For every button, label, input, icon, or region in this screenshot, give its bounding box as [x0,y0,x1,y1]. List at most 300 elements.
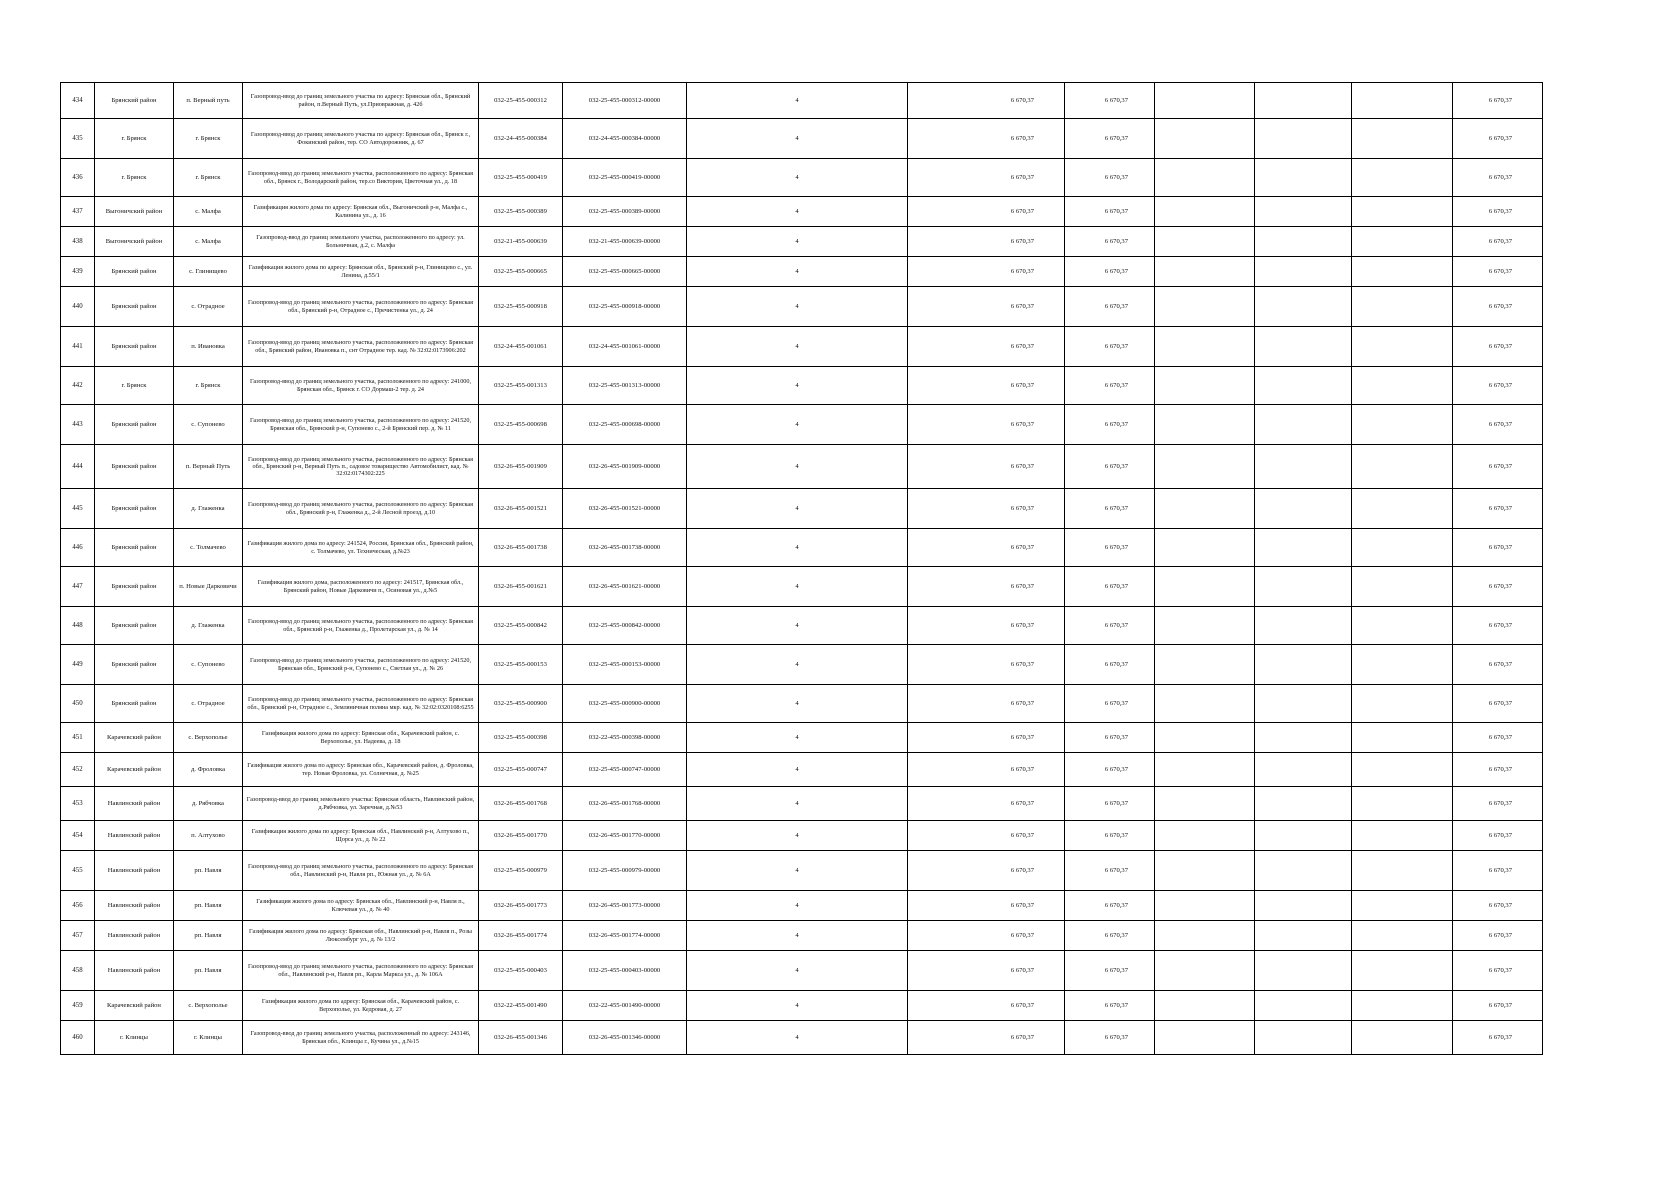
description-cell: Газопровод-ввод до границ земельного участка, расположенного по адресу: Брянская обл., Брянский район, Ивановка п., снт Отрадное тер. кад. № 32:02:0173906:202 [243,327,479,367]
total-cell: 6 670,37 [1453,367,1543,405]
code-cell: 032-26-455-001738 [479,529,563,567]
full-code-cell: 032-22-455-000398-00000 [563,723,687,753]
locality-cell: с. Малфа [174,227,243,257]
quantity-cell: 4 [687,159,908,197]
table-row [61,287,1543,327]
empty-cell [1255,529,1352,567]
row-number: 437 [61,197,95,227]
full-code-cell: 032-21-455-000639-00000 [563,227,687,257]
empty-cell [1352,227,1453,257]
amount2-cell: 6 670,37 [1065,821,1155,851]
row-number: 438 [61,227,95,257]
row-number: 439 [61,257,95,287]
quantity-cell: 4 [687,607,908,645]
quantity-cell: 4 [687,257,908,287]
description-cell: Газопровод-ввод до границ земельного участка, расположенного по адресу: 241000, Брянская обл., Брянск г. СО Дормаш-2 тер. д. 24 [243,367,479,405]
code-cell: 032-24-455-000384 [479,119,563,159]
row-number: 448 [61,607,95,645]
empty-cell [1255,685,1352,723]
amount-cell: 6 670,37 [908,891,1065,921]
full-code-cell: 032-26-455-001909-00000 [563,445,687,489]
total-cell: 6 670,37 [1453,685,1543,723]
table-row [61,445,1543,489]
table-body [61,83,1543,1055]
empty-cell [1352,445,1453,489]
row-number: 453 [61,787,95,821]
amount2-cell: 6 670,37 [1065,851,1155,891]
table-row [61,567,1543,607]
amount2-cell: 6 670,37 [1065,891,1155,921]
empty-cell [1255,787,1352,821]
row-number: 441 [61,327,95,367]
amount-cell: 6 670,37 [908,227,1065,257]
quantity-cell: 4 [687,119,908,159]
district-cell: Навлинский район [95,891,174,921]
table-row [61,851,1543,891]
amount-cell: 6 670,37 [908,567,1065,607]
amount2-cell: 6 670,37 [1065,723,1155,753]
full-code-cell: 032-25-455-000153-00000 [563,645,687,685]
row-number: 457 [61,921,95,951]
empty-cell [1155,119,1255,159]
table-row [61,753,1543,787]
full-code-cell: 032-25-455-000403-00000 [563,951,687,991]
amount-cell: 6 670,37 [908,951,1065,991]
district-cell: Брянский район [95,405,174,445]
code-cell: 032-25-455-000665 [479,257,563,287]
table-row [61,119,1543,159]
total-cell: 6 670,37 [1453,921,1543,951]
amount-cell: 6 670,37 [908,197,1065,227]
empty-cell [1155,197,1255,227]
empty-cell [1155,921,1255,951]
amount2-cell: 6 670,37 [1065,529,1155,567]
amount2-cell: 6 670,37 [1065,753,1155,787]
row-number: 450 [61,685,95,723]
row-number: 456 [61,891,95,921]
full-code-cell: 032-26-455-001621-00000 [563,567,687,607]
code-cell: 032-25-455-000153 [479,645,563,685]
district-cell: Выгоничский район [95,227,174,257]
table-row [61,685,1543,723]
locality-cell: с. Верхополье [174,991,243,1021]
code-cell: 032-25-455-000389 [479,197,563,227]
locality-cell: п. Новые Дарковичи [174,567,243,607]
code-cell: 032-25-455-000312 [479,83,563,119]
empty-cell [1255,83,1352,119]
description-cell: Газопровод-ввод до границ земельного участка, расположенного по адресу: ул. Больничная, д.2, с. Малфа [243,227,479,257]
table-row [61,821,1543,851]
amount-cell: 6 670,37 [908,607,1065,645]
total-cell: 6 670,37 [1453,405,1543,445]
quantity-cell: 4 [687,753,908,787]
code-cell: 032-26-455-001909 [479,445,563,489]
district-cell: г. Клинцы [95,1021,174,1055]
table-row [61,489,1543,529]
table-row [61,951,1543,991]
amount2-cell: 6 670,37 [1065,445,1155,489]
empty-cell [1155,367,1255,405]
amount2-cell: 6 670,37 [1065,287,1155,327]
full-code-cell: 032-25-455-000698-00000 [563,405,687,445]
full-code-cell: 032-25-455-001313-00000 [563,367,687,405]
locality-cell: д. Глаженка [174,489,243,529]
full-code-cell: 032-25-455-000979-00000 [563,851,687,891]
description-cell: Газификация жилого дома по адресу: Брянская обл., Карачевский район, с. Верхополье, ул. Кедровая, д. 27 [243,991,479,1021]
quantity-cell: 4 [687,197,908,227]
amount-cell: 6 670,37 [908,645,1065,685]
full-code-cell: 032-25-455-000419-00000 [563,159,687,197]
amount-cell: 6 670,37 [908,405,1065,445]
total-cell: 6 670,37 [1453,723,1543,753]
description-cell: Газификация жилого дома по адресу: Брянская обл., Навлинский р-н, Навля п., Ключевая ул., д. № 40 [243,891,479,921]
full-code-cell: 032-26-455-001770-00000 [563,821,687,851]
total-cell: 6 670,37 [1453,821,1543,851]
empty-cell [1255,327,1352,367]
table-row [61,405,1543,445]
empty-cell [1255,197,1352,227]
amount2-cell: 6 670,37 [1065,367,1155,405]
full-code-cell: 032-24-455-001061-00000 [563,327,687,367]
row-number: 449 [61,645,95,685]
empty-cell [1352,327,1453,367]
empty-cell [1352,1021,1453,1055]
full-code-cell: 032-25-455-000900-00000 [563,685,687,723]
quantity-cell: 4 [687,951,908,991]
empty-cell [1155,489,1255,529]
amount2-cell: 6 670,37 [1065,951,1155,991]
locality-cell: с. Отрадное [174,287,243,327]
table-row [61,723,1543,753]
total-cell: 6 670,37 [1453,787,1543,821]
amount2-cell: 6 670,37 [1065,227,1155,257]
row-number: 451 [61,723,95,753]
description-cell: Газификация жилого дома по адресу: Брянская обл., Навлинский р-н, Алтухово п., Щорса ул., д. № 22 [243,821,479,851]
empty-cell [1155,891,1255,921]
total-cell: 6 670,37 [1453,753,1543,787]
amount2-cell: 6 670,37 [1065,327,1155,367]
empty-cell [1255,489,1352,529]
quantity-cell: 4 [687,287,908,327]
full-code-cell: 032-26-455-001521-00000 [563,489,687,529]
quantity-cell: 4 [687,567,908,607]
empty-cell [1255,445,1352,489]
empty-cell [1155,227,1255,257]
row-number: 454 [61,821,95,851]
table-row [61,891,1543,921]
code-cell: 032-25-455-000842 [479,607,563,645]
total-cell: 6 670,37 [1453,119,1543,159]
full-code-cell: 032-24-455-000384-00000 [563,119,687,159]
code-cell: 032-25-455-000979 [479,851,563,891]
code-cell: 032-26-455-001621 [479,567,563,607]
empty-cell [1255,723,1352,753]
code-cell: 032-26-455-001346 [479,1021,563,1055]
district-cell: Брянский район [95,567,174,607]
empty-cell [1255,567,1352,607]
code-cell: 032-25-455-000419 [479,159,563,197]
amount-cell: 6 670,37 [908,367,1065,405]
quantity-cell: 4 [687,529,908,567]
quantity-cell: 4 [687,489,908,529]
quantity-cell: 4 [687,405,908,445]
district-cell: Карачевский район [95,991,174,1021]
description-cell: Газопровод-ввод до границ земельного участка, расположенного по адресу: Брянская обл., Брянский р-н, Отрадное с., Пречистенка ул., д. 24 [243,287,479,327]
district-cell: Брянский район [95,685,174,723]
amount-cell: 6 670,37 [908,445,1065,489]
amount-cell: 6 670,37 [908,119,1065,159]
full-code-cell: 032-22-455-001490-00000 [563,991,687,1021]
amount2-cell: 6 670,37 [1065,83,1155,119]
empty-cell [1352,891,1453,921]
full-code-cell: 032-25-455-000918-00000 [563,287,687,327]
amount2-cell: 6 670,37 [1065,119,1155,159]
total-cell: 6 670,37 [1453,327,1543,367]
quantity-cell: 4 [687,1021,908,1055]
amount-cell: 6 670,37 [908,1021,1065,1055]
empty-cell [1155,723,1255,753]
quantity-cell: 4 [687,327,908,367]
code-cell: 032-21-455-000639 [479,227,563,257]
row-number: 452 [61,753,95,787]
quantity-cell: 4 [687,227,908,257]
full-code-cell: 032-25-455-000665-00000 [563,257,687,287]
empty-cell [1255,951,1352,991]
district-cell: Навлинский район [95,951,174,991]
description-cell: Газопровод-ввод до границ земельного участка, расположенного по адресу: Брянская обл., Брянский р-н, Глаженка д., Пролетарская ул., д. № 14 [243,607,479,645]
description-cell: Газификация жилого дома по адресу: Брянская обл., Карачевский район, с. Верхополье, ул. Надеева, д. 18 [243,723,479,753]
total-cell: 6 670,37 [1453,287,1543,327]
amount-cell: 6 670,37 [908,327,1065,367]
total-cell: 6 670,37 [1453,257,1543,287]
locality-cell: г. Брянск [174,367,243,405]
total-cell: 6 670,37 [1453,891,1543,921]
table-row [61,327,1543,367]
locality-cell: рп. Навля [174,891,243,921]
table-row [61,257,1543,287]
full-code-cell: 032-26-455-001738-00000 [563,529,687,567]
locality-cell: с. Толмачево [174,529,243,567]
locality-cell: с. Малфа [174,197,243,227]
row-number: 455 [61,851,95,891]
empty-cell [1352,951,1453,991]
full-code-cell: 032-25-455-000389-00000 [563,197,687,227]
total-cell: 6 670,37 [1453,489,1543,529]
empty-cell [1155,851,1255,891]
amount-cell: 6 670,37 [908,685,1065,723]
description-cell: Газопровод-ввод до границ земельного участка, расположенного по адресу: Брянская обл., Навлинский р-н, Навля рп., Южная ул., д. № 6А [243,851,479,891]
row-number: 458 [61,951,95,991]
description-cell: Газопровод-ввод до границ земельного участка по адресу: Брянская обл., Брянск г., Фокинский район, тер. СО Автодорожник, д. 67 [243,119,479,159]
row-number: 440 [61,287,95,327]
amount-cell: 6 670,37 [908,787,1065,821]
table-row [61,529,1543,567]
empty-cell [1352,367,1453,405]
district-cell: Навлинский район [95,921,174,951]
code-cell: 032-25-455-001313 [479,367,563,405]
empty-cell [1352,991,1453,1021]
total-cell: 6 670,37 [1453,197,1543,227]
description-cell: Газификация жилого дома, расположенного по адресу: 241517, Брянская обл., Брянский район, Новые Дарковичи п., Осиновая ул., д.№5 [243,567,479,607]
district-cell: Брянский район [95,529,174,567]
full-code-cell: 032-26-455-001346-00000 [563,1021,687,1055]
locality-cell: г. Клинцы [174,1021,243,1055]
district-cell: Брянский район [95,607,174,645]
amount-cell: 6 670,37 [908,821,1065,851]
description-cell: Газопровод-ввод до границ земельного участка, расположенного по адресу: Брянская обл., Брянский р-н, Верный Путь п., садовое товарищество Автомобилист, кад. № 32:02:0174302:225 [243,445,479,489]
amount-cell: 6 670,37 [908,723,1065,753]
locality-cell: с. Супонево [174,405,243,445]
total-cell: 6 670,37 [1453,851,1543,891]
row-number: 447 [61,567,95,607]
locality-cell: с. Верхополье [174,723,243,753]
locality-cell: п. Алтухово [174,821,243,851]
amount2-cell: 6 670,37 [1065,567,1155,607]
locality-cell: с. Глинищево [174,257,243,287]
locality-cell: рп. Навля [174,921,243,951]
empty-cell [1255,891,1352,921]
amount2-cell: 6 670,37 [1065,645,1155,685]
empty-cell [1352,607,1453,645]
empty-cell [1352,851,1453,891]
quantity-cell: 4 [687,921,908,951]
quantity-cell: 4 [687,723,908,753]
table-row [61,159,1543,197]
full-code-cell: 032-25-455-000747-00000 [563,753,687,787]
description-cell: Газификация жилого дома по адресу: 241524, Россия, Брянская обл., Брянский район, с. Толмачево, ул. Техническая, д.№23 [243,529,479,567]
code-cell: 032-26-455-001774 [479,921,563,951]
district-cell: Навлинский район [95,851,174,891]
district-cell: г. Брянск [95,367,174,405]
empty-cell [1255,645,1352,685]
empty-cell [1255,367,1352,405]
row-number: 442 [61,367,95,405]
empty-cell [1155,607,1255,645]
code-cell: 032-25-455-000900 [479,685,563,723]
row-number: 444 [61,445,95,489]
amount2-cell: 6 670,37 [1065,159,1155,197]
total-cell: 6 670,37 [1453,645,1543,685]
full-code-cell: 032-26-455-001773-00000 [563,891,687,921]
amount-cell: 6 670,37 [908,159,1065,197]
quantity-cell: 4 [687,787,908,821]
empty-cell [1352,287,1453,327]
code-cell: 032-25-455-000747 [479,753,563,787]
empty-cell [1352,197,1453,227]
locality-cell: д. Фроловка [174,753,243,787]
total-cell: 6 670,37 [1453,227,1543,257]
amount2-cell: 6 670,37 [1065,685,1155,723]
locality-cell: п. Верный Путь [174,445,243,489]
code-cell: 032-26-455-001770 [479,821,563,851]
locality-cell: г. Брянск [174,119,243,159]
district-cell: Брянский район [95,287,174,327]
quantity-cell: 4 [687,83,908,119]
row-number: 460 [61,1021,95,1055]
table-row [61,921,1543,951]
amount-cell: 6 670,37 [908,921,1065,951]
empty-cell [1155,951,1255,991]
empty-cell [1155,327,1255,367]
quantity-cell: 4 [687,645,908,685]
empty-cell [1255,119,1352,159]
description-cell: Газопровод-ввод до границ земельного участка, расположенного по адресу: Брянская обл., Брянск г., Володарский район, тер.со Виктория, Цветочная ул., д. 18 [243,159,479,197]
code-cell: 032-25-455-000918 [479,287,563,327]
district-cell: Выгоничский район [95,197,174,227]
empty-cell [1155,787,1255,821]
empty-cell [1352,921,1453,951]
locality-cell: п. Верный путь [174,83,243,119]
locality-cell: с. Супонево [174,645,243,685]
locality-cell: рп. Навля [174,951,243,991]
quantity-cell: 4 [687,367,908,405]
district-cell: Брянский район [95,327,174,367]
empty-cell [1155,405,1255,445]
empty-cell [1255,257,1352,287]
total-cell: 6 670,37 [1453,83,1543,119]
register-table [60,82,1543,1055]
amount2-cell: 6 670,37 [1065,489,1155,529]
empty-cell [1255,287,1352,327]
row-number: 446 [61,529,95,567]
empty-cell [1352,821,1453,851]
empty-cell [1155,159,1255,197]
empty-cell [1155,445,1255,489]
amount-cell: 6 670,37 [908,287,1065,327]
amount2-cell: 6 670,37 [1065,405,1155,445]
code-cell: 032-22-455-001490 [479,991,563,1021]
empty-cell [1352,753,1453,787]
amount-cell: 6 670,37 [908,529,1065,567]
locality-cell: п. Ивановка [174,327,243,367]
quantity-cell: 4 [687,991,908,1021]
district-cell: Брянский район [95,83,174,119]
amount2-cell: 6 670,37 [1065,257,1155,287]
locality-cell: г. Брянск [174,159,243,197]
empty-cell [1155,1021,1255,1055]
code-cell: 032-26-455-001773 [479,891,563,921]
empty-cell [1155,991,1255,1021]
amount-cell: 6 670,37 [908,753,1065,787]
description-cell: Газопровод-ввод до границ земельного участка, расположенного по адресу: Брянская обл., Навлинский р-н, Навля рп., Карла Маркса ул., д. № 106А [243,951,479,991]
table-row [61,83,1543,119]
empty-cell [1352,405,1453,445]
amount2-cell: 6 670,37 [1065,197,1155,227]
table-row [61,1021,1543,1055]
amount2-cell: 6 670,37 [1065,1021,1155,1055]
amount2-cell: 6 670,37 [1065,787,1155,821]
district-cell: г. Брянск [95,159,174,197]
empty-cell [1255,159,1352,197]
locality-cell: с. Отрадное [174,685,243,723]
full-code-cell: 032-26-455-001768-00000 [563,787,687,821]
district-cell: Брянский район [95,645,174,685]
quantity-cell: 4 [687,851,908,891]
table-row [61,367,1543,405]
district-cell: Карачевский район [95,753,174,787]
description-cell: Газификация жилого дома по адресу: Брянская обл., Брянский р-н, Глинищево с., ул. Ленина, д.55/1 [243,257,479,287]
total-cell: 6 670,37 [1453,607,1543,645]
empty-cell [1255,991,1352,1021]
district-cell: Карачевский район [95,723,174,753]
empty-cell [1352,489,1453,529]
empty-cell [1352,567,1453,607]
locality-cell: д. Рябчовка [174,787,243,821]
quantity-cell: 4 [687,891,908,921]
row-number: 459 [61,991,95,1021]
empty-cell [1352,723,1453,753]
amount2-cell: 6 670,37 [1065,991,1155,1021]
